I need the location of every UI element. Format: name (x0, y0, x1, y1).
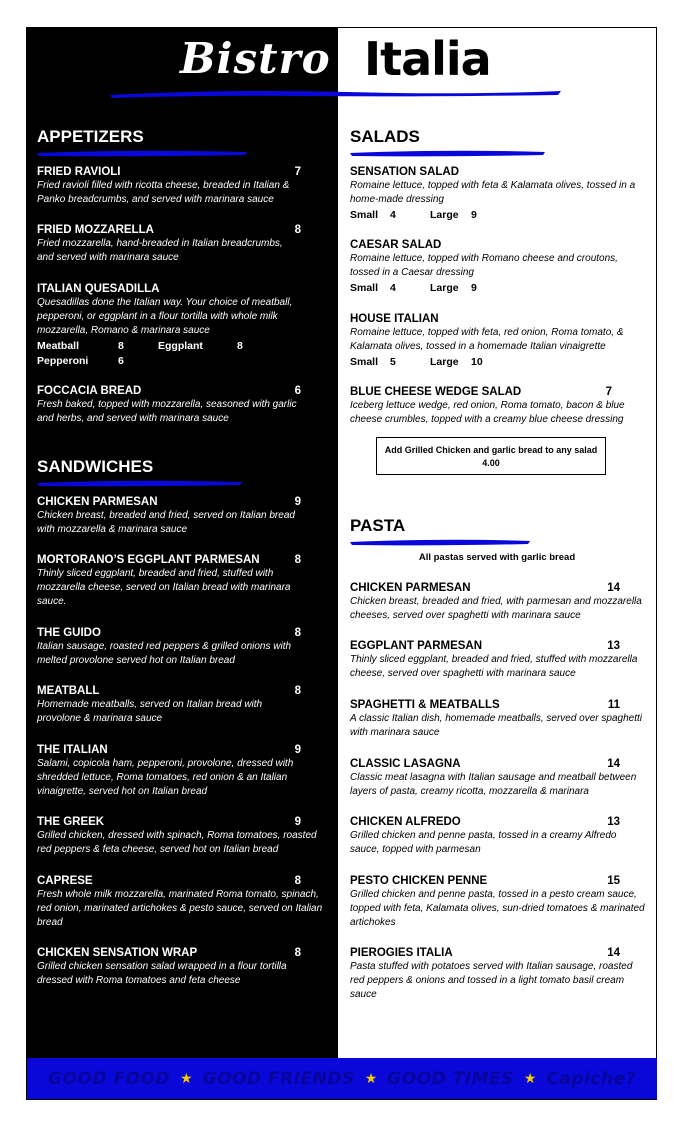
item-description: Homemade meatballs, served on Italian bread with provolone & marinara sauce (37, 699, 263, 724)
size-price: 4 (390, 209, 396, 221)
section-heading: SALADS (350, 127, 420, 146)
item-name: FOCCACIA BREAD (37, 385, 142, 397)
item-name: ITALIAN QUESADILLA (37, 283, 160, 295)
item-description: Italian sausage, roasted red peppers & grilled onions with melted provolone served hot on Italian bread (37, 641, 292, 666)
item-price: 13 (607, 640, 620, 652)
item-price: 6 (294, 385, 301, 397)
item-name: MEATBALL (37, 685, 100, 697)
option-name: Meatball (37, 340, 80, 352)
item-name: CAPRESE (37, 875, 93, 887)
item-price: 7 (294, 166, 301, 178)
menu-item (350, 815, 648, 857)
size-price: 10 (471, 356, 483, 368)
item-price: 14 (607, 758, 620, 770)
item-price: 11 (607, 699, 620, 711)
item-name: SPAGHETTI & MEATBALLS (350, 699, 500, 711)
item-price: 8 (294, 224, 301, 236)
item-price: 15 (607, 875, 620, 887)
item-description: Grilled chicken, dressed with spinach, Roma tomatoes, roasted red peppers & feta cheese, served hot on Italian bread (37, 830, 317, 855)
item-description: Grilled chicken sensation salad wrapped in a flour tortilla dressed with Roma tomatoes and feta cheese (37, 961, 287, 986)
menu-item (350, 581, 648, 623)
item-name: BLUE CHEESE WEDGE SALAD (350, 386, 522, 398)
item-description: Thinly sliced eggplant, breaded and fried, stuffed with mozzarella cheese, served over spaghetti with marinara sauce (350, 654, 638, 679)
item-price: 13 (607, 816, 620, 828)
menu-item (37, 815, 327, 857)
menu-item (350, 312, 646, 369)
size-price: 9 (471, 209, 477, 221)
menu-item (350, 238, 646, 295)
brush-stroke (350, 538, 530, 546)
menu-item (37, 223, 301, 265)
footer-banner (27, 1058, 657, 1099)
item-name: CHICKEN SENSATION WRAP (37, 947, 198, 959)
pasta-note: All pastas served with garlic bread (418, 552, 576, 563)
title-brush-stroke (108, 87, 563, 99)
menu-item (37, 743, 301, 799)
item-description: Salami, copicola ham, pepperoni, provolone, dressed with shredded lettuce, Roma tomatoes, red onion & an Italian vinaigrette, served hot on Italian bread (37, 758, 294, 797)
menu-item (350, 757, 648, 799)
item-name: FRIED MOZZARELLA (37, 224, 154, 236)
item-price: 14 (607, 947, 620, 959)
slogan-good-food: GOOD FOOD (48, 1068, 171, 1089)
size-label: Large (430, 356, 459, 368)
slogan-good-friends: GOOD FRIENDS (202, 1068, 355, 1089)
item-description: Fresh baked, topped with mozzarella, seasoned with garlic and herbs, and served with marinara sauce (37, 399, 297, 424)
item-price: 8 (294, 875, 301, 887)
item-name: CHICKEN PARMESAN (37, 496, 158, 508)
item-price: 7 (605, 386, 612, 398)
item-description: Romaine lettuce, topped with Romano cheese and croutons, tossed in a Caesar dressing (350, 253, 618, 278)
menu-item (350, 946, 648, 1002)
item-name: CHICKEN PARMESAN (350, 582, 471, 594)
size-price: 9 (471, 282, 477, 294)
salad-addon-box (376, 437, 606, 475)
item-description: Pasta stuffed with potatoes served with Italian sausage, roasted red peppers & onions and tossed in a light tomato basil cream sauce (350, 961, 633, 1000)
item-name: HOUSE ITALIAN (350, 313, 439, 325)
item-price: 9 (294, 744, 301, 756)
menu-item (37, 874, 327, 930)
quesadilla-options (37, 339, 301, 369)
item-price: 9 (294, 496, 301, 508)
item-name: CAESAR SALAD (350, 239, 442, 251)
option-price: 6 (118, 355, 124, 367)
item-description: Quesadillas done the Italian way. Your choice of meatball, pepperoni, or eggplant in a flour tortilla with whole milk mozzarella, Romano & marinara sauce (37, 297, 293, 336)
item-name: PIEROGIES ITALIA (350, 947, 453, 959)
salads-header (350, 127, 620, 157)
item-price: 8 (294, 947, 301, 959)
item-description: Thinly sliced eggplant, breaded and fried, stuffed with mozzarella cheese, served on Italian bread with marinara sauce. (37, 568, 291, 607)
option-name: Eggplant (158, 340, 203, 352)
brush-stroke (37, 149, 247, 157)
star-icon: ★ (523, 1070, 537, 1086)
menu-item (37, 165, 301, 207)
item-description: Classic meat lasagna with Italian sausage and meatball between layers of pasta, creamy ricotta, mozzarella & marinara (350, 772, 637, 797)
menu-item (37, 684, 301, 726)
brush-stroke (350, 149, 545, 157)
slogan-capiche: Capiche? (546, 1068, 636, 1089)
option-price: 8 (237, 340, 243, 352)
item-name: FRIED RAVIOLI (37, 166, 121, 178)
addon-price: 4.00 (482, 458, 500, 468)
size-prices (350, 281, 646, 295)
item-description: Chicken breast, breaded and fried, served on Italian bread with mozzarella & marinara sauce (37, 510, 295, 535)
item-description: Grilled chicken and penne pasta, tossed in a creamy Alfredo sauce, topped with parmesan (350, 830, 617, 855)
title-italia: Italia (364, 32, 491, 86)
sandwiches-header (37, 457, 307, 487)
item-name: CLASSIC LASAGNA (350, 758, 461, 770)
menu-item (350, 385, 646, 427)
item-price: 14 (607, 582, 620, 594)
brush-stroke (37, 479, 242, 487)
option-name: Pepperoni (37, 355, 89, 367)
item-description: Fresh whole milk mozzarella, marinated Roma tomato, spinach, red onion, marinated artichokes & pesto sauce, served on Italian bread (37, 889, 323, 928)
addon-text: Add Grilled Chicken and garlic bread to any salad (384, 445, 598, 455)
menu-item (37, 384, 301, 426)
slogan-good-times: GOOD TIMES (387, 1068, 514, 1089)
item-name: THE GUIDO (37, 627, 101, 639)
size-label: Large (430, 209, 459, 221)
item-description: Iceberg lettuce wedge, red onion, Roma tomato, bacon & blue cheese crumbles, topped with a creamy blue cheese dressing (350, 400, 625, 425)
item-description: A classic Italian dish, homemade meatballs, served over spaghetti with marinara sauce (350, 713, 642, 738)
size-label: Small (350, 209, 379, 221)
item-name: MORTORANO’S EGGPLANT PARMESAN (37, 554, 260, 566)
menu-item (350, 639, 648, 681)
menu-item (350, 165, 646, 222)
item-description: Fried ravioli filled with ricotta cheese, breaded in Italian & Panko breadcrumbs, and served with marinara sauce (37, 180, 290, 205)
menu-item (37, 946, 301, 988)
item-name: THE GREEK (37, 816, 105, 828)
appetizers-header (37, 127, 307, 157)
size-prices (350, 355, 646, 369)
size-label: Large (430, 282, 459, 294)
section-heading: PASTA (350, 516, 406, 535)
item-name: CHICKEN ALFREDO (350, 816, 461, 828)
menu-item (350, 698, 648, 740)
item-price: 8 (294, 627, 301, 639)
item-name: EGGPLANT PARMESAN (350, 640, 483, 652)
size-label: Small (350, 356, 379, 368)
menu-item (37, 553, 301, 609)
section-heading: APPETIZERS (37, 127, 144, 146)
item-name: THE ITALIAN (37, 744, 108, 756)
menu-item (37, 626, 301, 668)
item-price: 9 (294, 816, 301, 828)
item-name: PESTO CHICKEN PENNE (350, 875, 488, 887)
item-name: SENSATION SALAD (350, 166, 460, 178)
item-description: Fried mozzarella, hand-breaded in Italian breadcrumbs, and served with marinara sauce (37, 238, 283, 263)
size-price: 5 (390, 356, 396, 368)
item-price: 8 (294, 554, 301, 566)
section-heading: SANDWICHES (37, 457, 154, 476)
title-bistro: Bistro (180, 34, 331, 83)
pasta-header (350, 516, 620, 546)
size-prices (350, 208, 646, 222)
star-icon: ★ (364, 1070, 378, 1086)
size-price: 4 (390, 282, 396, 294)
item-description: Romaine lettuce, topped with feta, red onion, Roma tomato, & Kalamata olives, tossed in a homemade Italian vinaigrette (350, 327, 624, 352)
option-price: 8 (118, 340, 124, 352)
item-price: 8 (294, 685, 301, 697)
menu-item (37, 282, 301, 369)
item-description: Grilled chicken and penne pasta, tossed in a pesto cream sauce, topped with feta, Kalamata olives, sun-dried tomatoes & marinated artichokes (350, 889, 645, 928)
item-description: Romaine lettuce, topped with feta & Kalamata olives, tossed in a home-made dressing (350, 180, 636, 205)
size-label: Small (350, 282, 379, 294)
item-description: Chicken breast, breaded and fried, with parmesan and mozzarella cheeses, served over spaghetti with marinara sauce (350, 596, 642, 621)
menu-item (37, 495, 301, 537)
menu-item (350, 874, 648, 930)
star-icon: ★ (180, 1070, 193, 1086)
